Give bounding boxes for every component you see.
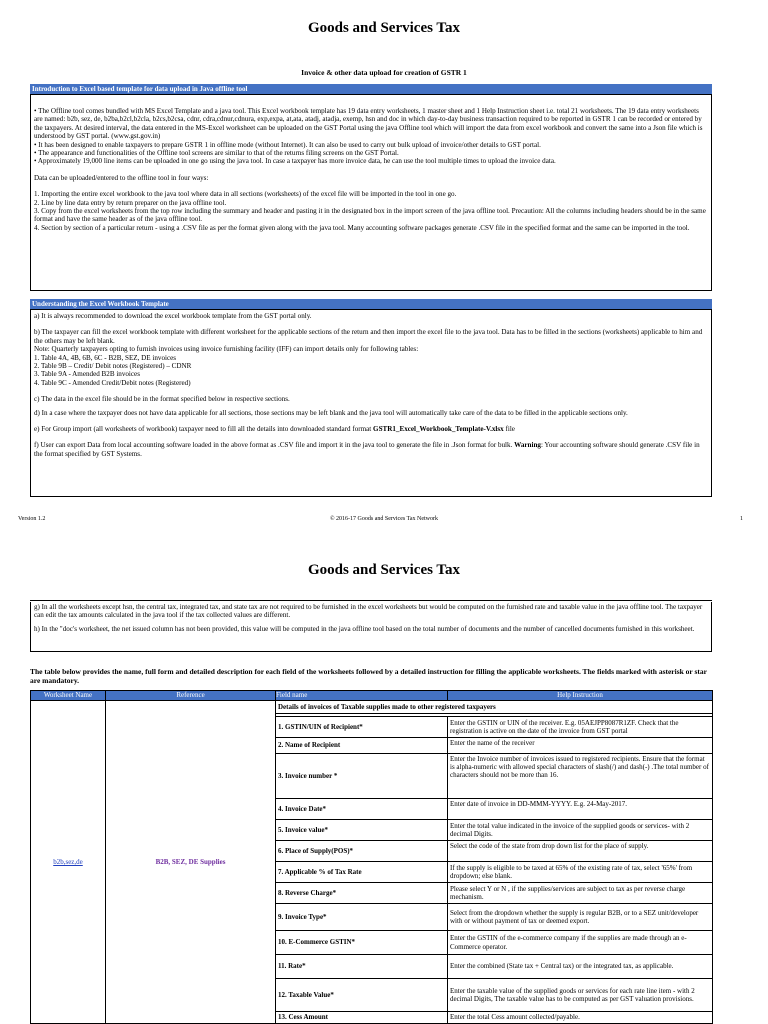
- help-text: Enter the GSTIN of the e-commerce company if the supplies are made through an e-Commerce operator.: [448, 931, 713, 955]
- group-title: Details of invoices of Taxable supplies made to other registered taxpayers: [276, 701, 713, 714]
- worksheet-link[interactable]: b2b,sez,de: [31, 701, 106, 1024]
- understanding-box: [30, 309, 712, 497]
- section-header-understanding: Understanding the Excel Workbook Template: [30, 299, 712, 309]
- help-text: Enter the total value indicated in the invoice of the supplied goods or services- with 2 decimal Digits.: [448, 820, 713, 841]
- help-text: Enter the total Cess amount collected/payable.: [448, 1012, 713, 1024]
- introduction-box: [30, 94, 712, 291]
- item-h: h) In the "doc's worksheet, the net issued column has not been provided, this value will be computed in the java offline tool based on the total number of documents and the number of cancelled documents furnished in this worksheet.: [34, 624, 695, 633]
- page-title: Goods and Services Tax: [307, 20, 461, 36]
- intro-bullet: • The Offline tool comes bundled with MS Excel Template and a java tool. This Excel workbook template has 19 data entry worksheets, 1 master sheet and 1 Help Instruction sheet i.e. total 21 worksheets. The 19 data entry worksheets are named: b2b, sez, de, b2ba,b2cl,b2cla, b2cs,b2csa, cdnr, cdra,cdnur,cdnura, exp,expa, at,ata, atadj, atadja, exemp, hsn and doc in which day-to-day business transaction required to be reported in GSTR 1 can be recorded or entered by the taxpayers. At desired interval, the data entered in the MS-Excel worksheet can be uploaded on the GST Portal using the java Offline tool which will import the data from excel workbook and convert the same into a Json file which is understood by GST portal. (www.gst.gov.in): [34, 107, 703, 141]
- intro-bullet: • The appearance and functionalities of the Offline tool screens are similar to that of the returns filing screens on the GST Portal.: [34, 149, 399, 158]
- item-g: g) In all the worksheets except hsn, the central tax, integrated tax, and state tax are not required to be furnished in the excel worksheets but would be computed on the furnished rate and taxable value in the java offline tool. The taxpayer can edit the tax amounts calculated in the java tool if the tax collected values are different.: [34, 603, 703, 620]
- item-d: d) In a case where the taxpayer does not have data applicable for all sections, those sections may be left blank and the java tool will automatically take care of the data to be filled in the applicable sections only.: [34, 408, 628, 417]
- field-instruction-table: [30, 690, 713, 1024]
- field-name: 5. Invoice value*: [276, 820, 448, 841]
- intro-bullet: • It has been designed to enable taxpayers to prepare GSTR 1 in offline mode (without Internet). It can also be used to carry out bulk upload of invoice/other details to GST portal.: [34, 140, 541, 149]
- table-intro: The table below provides the name, full form and detailed description for each field of the worksheets followed by a detailed instruction for filling the applicable worksheets. The fields marked with asterisk or star are mandatory.: [30, 667, 707, 685]
- help-text: If the supply is eligible to be taxed at 65% of the existing rate of tax, select '65%' from dropdown; else blank.: [448, 862, 713, 883]
- iff-table: 3. Table 9A - Amended B2B invoices: [34, 370, 140, 379]
- help-text: Select the code of the state from drop down list for the place of supply.: [448, 841, 713, 862]
- upload-ways-intro: Data can be uploaded/entered to the offline tool in four ways:: [34, 173, 209, 182]
- footer-page-number: 1: [740, 516, 743, 522]
- item-e: e) For Group import (all worksheets of workbook) taxpayer need to fill all the details into downloaded standard format GSTR1_Excel_Workbook_Template-V.xlsx file: [34, 425, 515, 434]
- template-filename: GSTR1_Excel_Workbook_Template-V.xlsx: [373, 425, 504, 434]
- section-header-introduction: Introduction to Excel based template for data upload in Java offline tool: [30, 84, 712, 94]
- iff-table: 4. Table 9C - Amended Credit/Debit notes (Registered): [34, 378, 191, 387]
- help-text: Enter the Invoice number of invoices issued to registered recipients. Ensure that the format is alpha-numeric with allowed special characters of slash(/) and dash(-) .The total number of characters should not be more than 16.: [448, 754, 713, 799]
- footer-copyright: © 2016-17 Goods and Services Tax Network: [329, 516, 438, 522]
- iff-note: Note: Quarterly taxpayers opting to furnish invoices using invoice furnishing facility (IFF) can import details only for following tables:: [34, 345, 419, 354]
- table-row: [31, 701, 713, 714]
- help-text: Enter the combined (State tax + Central tax) or the integrated tax, as applicable.: [448, 955, 713, 979]
- col-header-worksheet: Worksheet Name: [31, 691, 106, 701]
- col-header-help: Help Instruction: [448, 691, 713, 701]
- field-name: 9. Invoice Type*: [276, 904, 448, 931]
- col-header-reference: Reference: [106, 691, 276, 701]
- item-a: a) It is always recommended to download the excel workbook template from the GST portal only.: [34, 312, 312, 320]
- notes-box: [30, 602, 712, 652]
- field-name: 2. Name of Recipient: [276, 738, 448, 754]
- upload-way: 4. Section by section of a particular return - using a .CSV file as per the format given along with the java tool. Many accounting software packages generate .CSV file in the specified format and the same can be imported in the tool.: [34, 223, 690, 232]
- field-name: 13. Cess Amount: [276, 1012, 448, 1024]
- field-name: 11. Rate*: [276, 955, 448, 979]
- field-name: 7. Applicable % of Tax Rate: [276, 862, 448, 883]
- help-text: Enter date of invoice in DD-MMM-YYYY. E.g. 24-May-2017.: [448, 799, 713, 820]
- upload-way: 1. Importing the entire excel workbook to the java tool where data in all sections (worksheets) of the excel file will be imported in the tool in one go.: [34, 190, 457, 199]
- divider: [30, 600, 712, 601]
- item-c: c) The data in the excel file should be in the format specified below in respective sections.: [34, 395, 290, 404]
- page-subtitle: Invoice & other data upload for creation of GSTR 1: [301, 68, 467, 77]
- help-text: Select from the dropdown whether the supply is regular B2B, or to a SEZ unit/developer with or without payment of tax or deemed export.: [448, 904, 713, 931]
- field-name: 12. Taxable Value*: [276, 979, 448, 1012]
- item-b: b) The taxpayer can fill the excel workbook template with different worksheet for the applicable sections of the return and then import the excel file to the java tool. Data has to be filled in the sections (worksheets) applicable to him and the others may be left blank.: [34, 328, 703, 345]
- iff-table: 1. Table 4A, 4B, 6B, 6C - B2B, SEZ, DE invoices: [34, 353, 177, 362]
- upload-way: 2. Line by line data entry by return preparer on the java offline tool.: [34, 198, 227, 207]
- table-header-row: [31, 691, 713, 701]
- field-name: 8. Reverse Charge*: [276, 883, 448, 904]
- page-title: Goods and Services Tax: [307, 562, 461, 578]
- help-text: Please select Y or N , if the supplies/services are subject to tax as per reverse charge mechanism.: [448, 883, 713, 904]
- col-header-field: Field name: [276, 691, 448, 701]
- item-f: f) User can export Data from local accounting software loaded in the above format as .CSV file and import it in the java tool to generate the file in .Json format for bulk. Warning: Your accounting software should generate .CSV file in the format specified by GST Systems.: [34, 441, 700, 458]
- help-text: Enter the GSTIN or UIN of the receiver. E.g. 05AEJPP8087R1ZF. Check that the registration is active on the date of the invoice from GST portal: [448, 717, 713, 738]
- intro-bullet: • Approximately 19,000 line items can be uploaded in one go using the java tool. In case a taxpayer has more invoice data, he can use the tool multiple times to upload the invoice data.: [34, 157, 556, 166]
- iff-table: 2. Table 9B – Credit/ Debit notes (Registered) – CDNR: [34, 362, 192, 371]
- field-name: 6. Place of Supply(POS)*: [276, 841, 448, 862]
- field-name: 3. Invoice number *: [276, 754, 448, 799]
- field-name: 1. GSTIN/UIN of Recipient*: [276, 717, 448, 738]
- help-text: Enter the name of the receiver: [448, 738, 713, 754]
- reference-label: B2B, SEZ, DE Supplies: [106, 701, 276, 1024]
- warning-label: Warning: [514, 441, 541, 450]
- field-name: 4. Invoice Date*: [276, 799, 448, 820]
- help-text: Enter the taxable value of the supplied goods or services for each rate line item - with 2 decimal Digits, The taxable value has to be computed as per GST valuation provisions.: [448, 979, 713, 1012]
- footer-version: Version 1.2: [18, 516, 46, 522]
- upload-way: 3. Copy from the excel worksheets from the top row including the summary and header and pasting it in the designated box in the import screen of the java offline tool. Precaution: All the columns including headers should be in the same format and have the same header as of the java offline tool.: [34, 207, 706, 224]
- field-name: 10. E-Commerce GSTIN*: [276, 931, 448, 955]
